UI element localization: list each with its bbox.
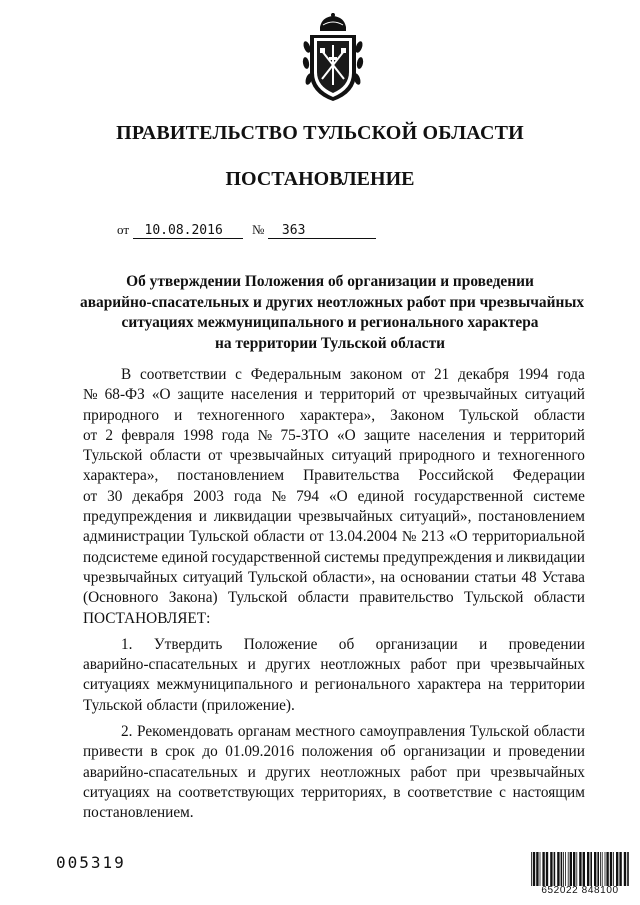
subject-line: аварийно-спасательных и других неотложных работ при чрезвычайных xyxy=(80,293,585,311)
body-line: от 2 февраля 1998 года № 75-ЗТО «О защите населения и территорий xyxy=(83,426,585,444)
date-label: от xyxy=(117,222,130,237)
date-value: 10.08.2016 xyxy=(133,223,243,239)
body-line: подсистеме единой государственной системы предупреждения и ликвидации xyxy=(83,548,585,566)
body-line: предупреждения и ликвидации чрезвычайных ситуаций», постановлением xyxy=(83,508,585,526)
barcode xyxy=(530,852,630,898)
body-line: от 30 декабря 2003 года № 794 «О единой государственной системе xyxy=(83,487,585,505)
body-line: № 68-ФЗ «О защите населения и территорий от чрезвычайных ситуаций xyxy=(83,386,585,404)
barcode-number: 652022 848100 xyxy=(541,885,619,896)
document-type: ПОСТАНОВЛЕНИЕ xyxy=(225,168,415,190)
body-line: ситуациях межмуниципального и регионального характера на территории xyxy=(83,676,585,694)
document-meta xyxy=(117,222,376,239)
body-line: 1. Утвердить Положение об организации и проведении xyxy=(121,635,585,653)
coat-of-arms-emblem xyxy=(298,13,368,105)
body-line: характера», постановлением Правительства Российской Федерации xyxy=(83,467,585,485)
number-value: 363 xyxy=(268,223,376,239)
subject-line: Об утверждении Положения об организации и проведении xyxy=(126,273,534,290)
body-line: В соответствии с Федеральным законом от 21 декабря 1994 года xyxy=(121,366,585,383)
body-line: природного и техногенного характера», Законом Тульской области xyxy=(83,406,585,424)
body-line: Тульской области (приложение). xyxy=(83,696,295,714)
body-line: 2. Рекомендовать органам местного самоуправления Тульской области xyxy=(121,723,585,741)
body-line: ПОСТАНОВЛЯЕТ: xyxy=(83,609,211,627)
body-line: аварийно-спасательных и других неотложных работ при чрезвычайных xyxy=(83,656,585,674)
body-line: постановлением. xyxy=(83,804,194,822)
government-title: ПРАВИТЕЛЬСТВО ТУЛЬСКОЙ ОБЛАСТИ xyxy=(116,122,524,144)
barcode-bars xyxy=(530,852,630,886)
body-line: аварийно-спасательных и других неотложных работ при чрезвычайных xyxy=(83,763,585,781)
stamp-number: 005319 xyxy=(56,853,126,872)
subject-line: на территории Тульской области xyxy=(214,334,446,352)
subject-line: ситуациях межмуниципального и регионального характера xyxy=(121,314,539,331)
document-subject xyxy=(80,272,585,354)
body-line: привести в срок до 01.09.2016 положения об организации и проведении xyxy=(83,743,585,761)
body-line: Тульской области от чрезвычайных ситуаций природного и техногенного xyxy=(83,447,585,465)
document-body xyxy=(83,365,585,824)
number-label: № xyxy=(252,222,265,237)
body-line: ситуациях на соответствующих территориях, в соответствие с настоящим xyxy=(83,783,585,801)
body-line: чрезвычайных ситуаций Тульской области», на основании статьи 48 Устава xyxy=(83,568,585,586)
body-line: (Основного Закона) Тульской области правительство Тульской области xyxy=(83,589,585,607)
body-line: администрации Тульской области от 13.04.2004 № 213 «О территориальной xyxy=(83,528,585,546)
